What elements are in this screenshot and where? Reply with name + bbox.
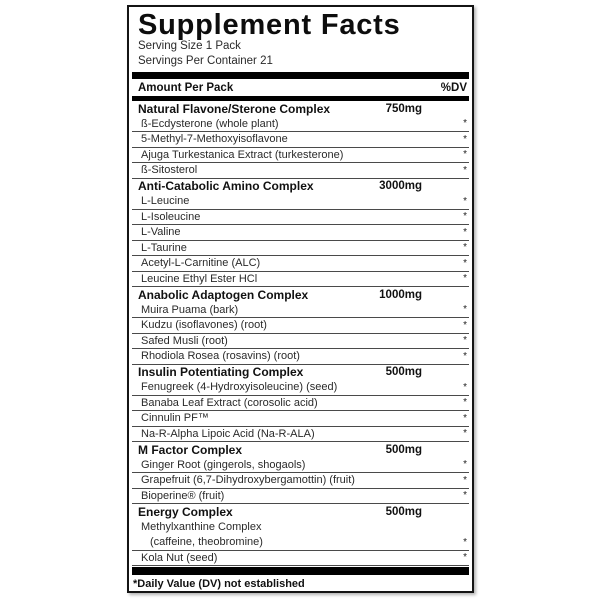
serving-size-text: Serving Size 1 Pack xyxy=(138,40,241,52)
ingredient-name: Banaba Leaf Extract (corosolic acid) xyxy=(141,396,318,409)
ingredient-row xyxy=(132,380,469,396)
amount-header-row xyxy=(132,79,469,96)
ingredient-row-continued xyxy=(132,535,469,551)
ingredient-row xyxy=(132,163,469,179)
ingredient-row xyxy=(132,520,469,536)
ingredient-row xyxy=(132,117,469,133)
ingredient-row xyxy=(132,194,469,210)
dv-asterisk: * xyxy=(463,490,467,502)
ingredient-name: Bioperine® (fruit) xyxy=(141,489,225,502)
percent-dv-label: %DV xyxy=(440,81,467,94)
ingredient-name: Methylxanthine Complex xyxy=(141,521,262,534)
section-name: Anabolic Adaptogen Complex xyxy=(138,287,309,302)
dv-asterisk: * xyxy=(463,304,467,316)
ingredient-name: Cinnulin PF™ xyxy=(141,412,209,425)
ingredient-name: L-Isoleucine xyxy=(141,210,201,223)
ingredient-name: Na-R-Alpha Lipoic Acid (Na-R-ALA) xyxy=(141,427,315,440)
dv-asterisk: * xyxy=(463,164,467,176)
dv-asterisk: * xyxy=(463,335,467,347)
dv-asterisk: * xyxy=(463,195,467,207)
ingredient-row xyxy=(132,225,469,241)
dv-asterisk: * xyxy=(463,211,467,223)
dv-asterisk: * xyxy=(463,459,467,471)
supplement-facts-label xyxy=(127,5,474,593)
ingredient-name: ß-Ecdysterone (whole plant) xyxy=(141,117,279,130)
section-amount: 500mg xyxy=(385,366,422,379)
ingredient-row xyxy=(132,256,469,272)
dv-asterisk: * xyxy=(463,133,467,145)
section-name: Natural Flavone/Sterone Complex xyxy=(138,101,331,116)
section-amount: 3000mg xyxy=(379,180,422,193)
ingredient-row xyxy=(132,349,469,365)
ingredient-name: 5-Methyl-7-Methoxyisoflavone xyxy=(141,133,288,146)
ingredient-name: Muira Puama (bark) xyxy=(141,303,239,316)
dv-asterisk: * xyxy=(463,350,467,362)
ingredient-name: Acetyl-L-Carnitine (ALC) xyxy=(141,257,261,270)
section-amount: 1000mg xyxy=(379,288,422,301)
section-header-row xyxy=(132,101,469,117)
label-title: Supplement Facts xyxy=(138,9,401,41)
section-name: Anti-Catabolic Amino Complex xyxy=(138,179,314,194)
dv-asterisk: * xyxy=(463,381,467,393)
ingredient-name-line2: (caffeine, theobromine) xyxy=(150,536,263,549)
dv-asterisk: * xyxy=(463,397,467,409)
section-name: Insulin Potentiating Complex xyxy=(138,365,304,380)
ingredient-name: L-Taurine xyxy=(141,241,187,254)
dv-asterisk: * xyxy=(463,412,467,424)
dv-asterisk: * xyxy=(463,428,467,440)
section-amount: 750mg xyxy=(385,102,422,115)
divider-bar-bottom xyxy=(132,567,469,575)
dv-asterisk: * xyxy=(463,273,467,285)
ingredient-row xyxy=(132,241,469,257)
dv-asterisk: * xyxy=(463,474,467,486)
ingredient-row xyxy=(132,458,469,474)
dv-asterisk: * xyxy=(463,319,467,331)
ingredient-row xyxy=(132,210,469,226)
ingredient-row xyxy=(132,427,469,443)
section-header-row xyxy=(132,179,469,195)
ingredient-row xyxy=(132,473,469,489)
ingredient-row xyxy=(132,132,469,148)
ingredient-name: Ginger Root (gingerols, shogaols) xyxy=(141,458,306,471)
ingredient-row xyxy=(132,396,469,412)
ingredient-row xyxy=(132,489,469,505)
dv-footnote: *Daily Value (DV) not established xyxy=(133,578,305,590)
ingredient-name: L-Leucine xyxy=(141,195,190,208)
ingredient-row xyxy=(132,551,469,567)
ingredient-row xyxy=(132,411,469,427)
dv-asterisk: * xyxy=(463,149,467,161)
ingredient-name: ß-Sitosterol xyxy=(141,164,198,177)
dv-asterisk: * xyxy=(463,552,467,564)
ingredient-name: Fenugreek (4-Hydroxyisoleucine) (seed) xyxy=(141,381,338,394)
ingredient-row xyxy=(132,334,469,350)
ingredient-sections xyxy=(132,101,469,566)
dv-asterisk: * xyxy=(463,536,467,548)
ingredient-name: L-Valine xyxy=(141,226,181,239)
dv-asterisk: * xyxy=(463,118,467,130)
section-header-row xyxy=(132,365,469,381)
ingredient-name: Leucine Ethyl Ester HCl xyxy=(141,272,258,285)
servings-per-container-text: Servings Per Container 21 xyxy=(138,55,273,67)
section-name: M Factor Complex xyxy=(138,442,243,457)
dv-asterisk: * xyxy=(463,242,467,254)
ingredient-row xyxy=(132,303,469,319)
ingredient-name: Safed Musli (root) xyxy=(141,334,228,347)
ingredient-name: Grapefruit (6,7-Dihydroxybergamottin) (fruit) xyxy=(141,474,355,487)
section-amount: 500mg xyxy=(385,505,422,518)
ingredient-row xyxy=(132,318,469,334)
ingredient-name: Rhodiola Rosea (rosavins) (root) xyxy=(141,350,300,363)
ingredient-name: Ajuga Turkestanica Extract (turkesterone) xyxy=(141,148,344,161)
section-name: Energy Complex xyxy=(138,504,233,519)
dv-asterisk: * xyxy=(463,257,467,269)
section-header-row xyxy=(132,504,469,520)
ingredient-name: Kola Nut (seed) xyxy=(141,551,218,564)
section-header-row xyxy=(132,287,469,303)
amount-per-pack-label: Amount Per Pack xyxy=(138,81,234,94)
ingredient-row xyxy=(132,272,469,288)
ingredient-row xyxy=(132,148,469,164)
section-header-row xyxy=(132,442,469,458)
ingredient-name: Kudzu (isoflavones) (root) xyxy=(141,319,267,332)
dv-asterisk: * xyxy=(463,226,467,238)
divider-bar-top xyxy=(132,72,469,79)
section-amount: 500mg xyxy=(385,443,422,456)
